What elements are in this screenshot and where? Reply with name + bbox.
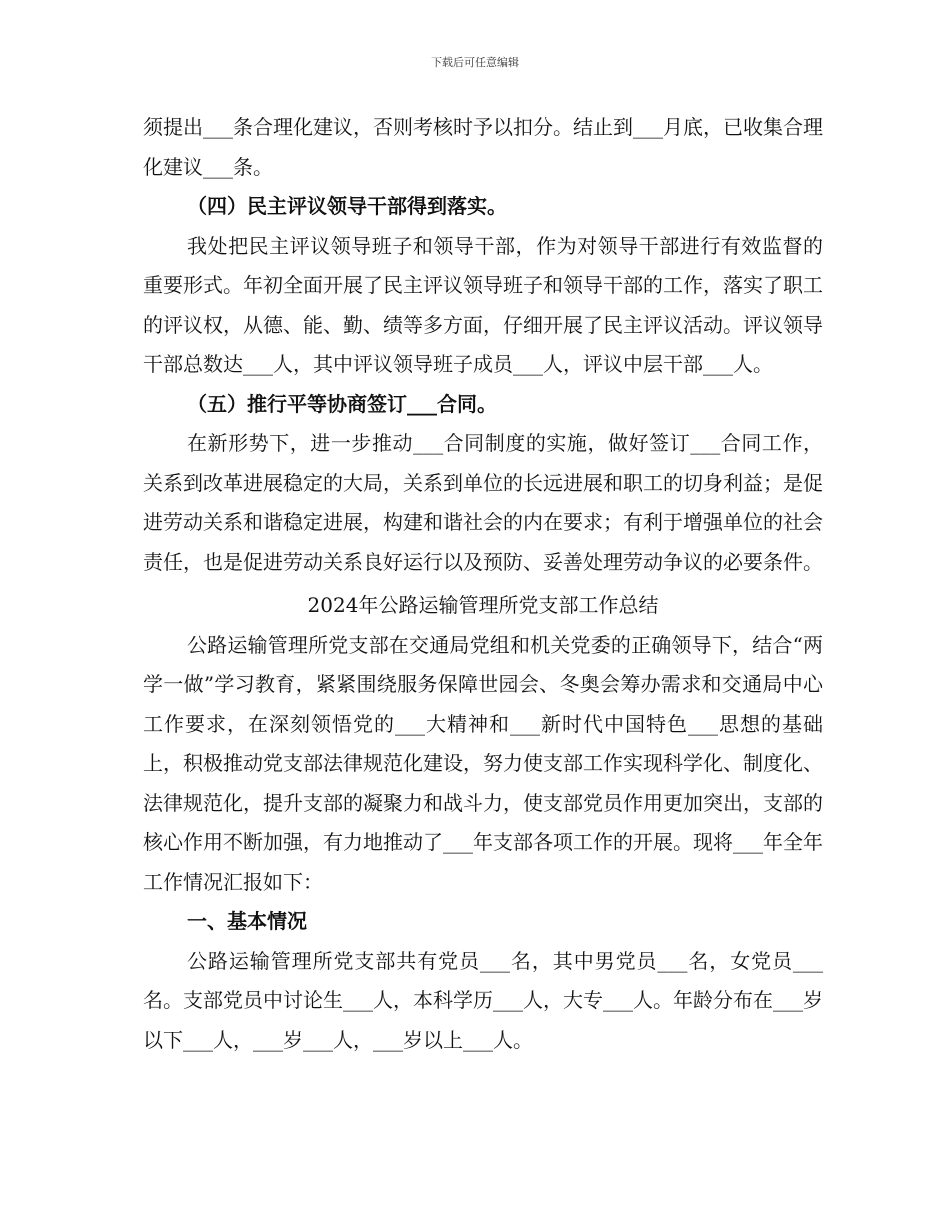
paragraph-contract: 在新形势下，进一步推动___合同制度的实施，做好签订___合同工作，关系到改革进展稳定的大局，关系到单位的长远进展和职工的切身利益；是促进劳动关系和谐稳定进展，构建和谐社会的内在要求；有利于增强单位的社会责任，也是促进劳动关系良好运行以及预防、妥善处理劳动争议的必要条件。 xyxy=(143,431,823,574)
paragraph-intro: 公路运输管理所党支部在交通局党组和机关党委的正确领导下，结合“两学一做”学习教育，紧紧围绕服务保障世园会、冬奥会筹办需求和交通局中心工作要求，在深刻领悟党的___大精神和___新时代中国特色___思想的基础上，积极推动党支部法律规范化建设，努力使支部工作实现科学化、制度化、法律规范化，提升支部的凝聚力和战斗力，使支部党员作用更加突出，支部的核心作用不断加强，有力地推动了___年支部各项工作的开展。现将___年全年工作情况汇报如下： xyxy=(143,632,823,894)
paragraph-democratic-review: 我处把民主评议领导班子和领导干部，作为对领导干部进行有效监督的重要形式。年初全面开展了民主评议领导班子和领导干部的工作，落实了职工的评议权，从德、能、勤、绩等多方面，仔细开展了民主评议活动。评议领导干部总数达___人，其中评议领导班子成员___人，评议中层干部___人。 xyxy=(143,233,823,376)
paragraph-continuation: 须提出___条合理化建议，否则考核时予以扣分。结止到___月底，已收集合理化建议___条。 xyxy=(143,115,823,179)
document-title: 2024年公路运输管理所党支部工作总结 xyxy=(307,593,659,617)
section-heading-basic: 一、基本情况 xyxy=(187,909,307,933)
section-heading-4: （四）民主评议领导干部得到落实。 xyxy=(187,194,507,218)
page-header: 下载后可任意编辑 xyxy=(431,56,519,69)
section-heading-5: （五）推行平等协商签订___合同。 xyxy=(187,391,497,416)
document-body xyxy=(143,108,823,1060)
paragraph-basic-info: 公路运输管理所党支部共有党员___名，其中男党员___名，女党员___名。支部党员中讨论生___人，本科学历___人，大专___人。年龄分布在___岁以下___人，___岁___人，___岁以上___人。 xyxy=(143,948,823,1052)
